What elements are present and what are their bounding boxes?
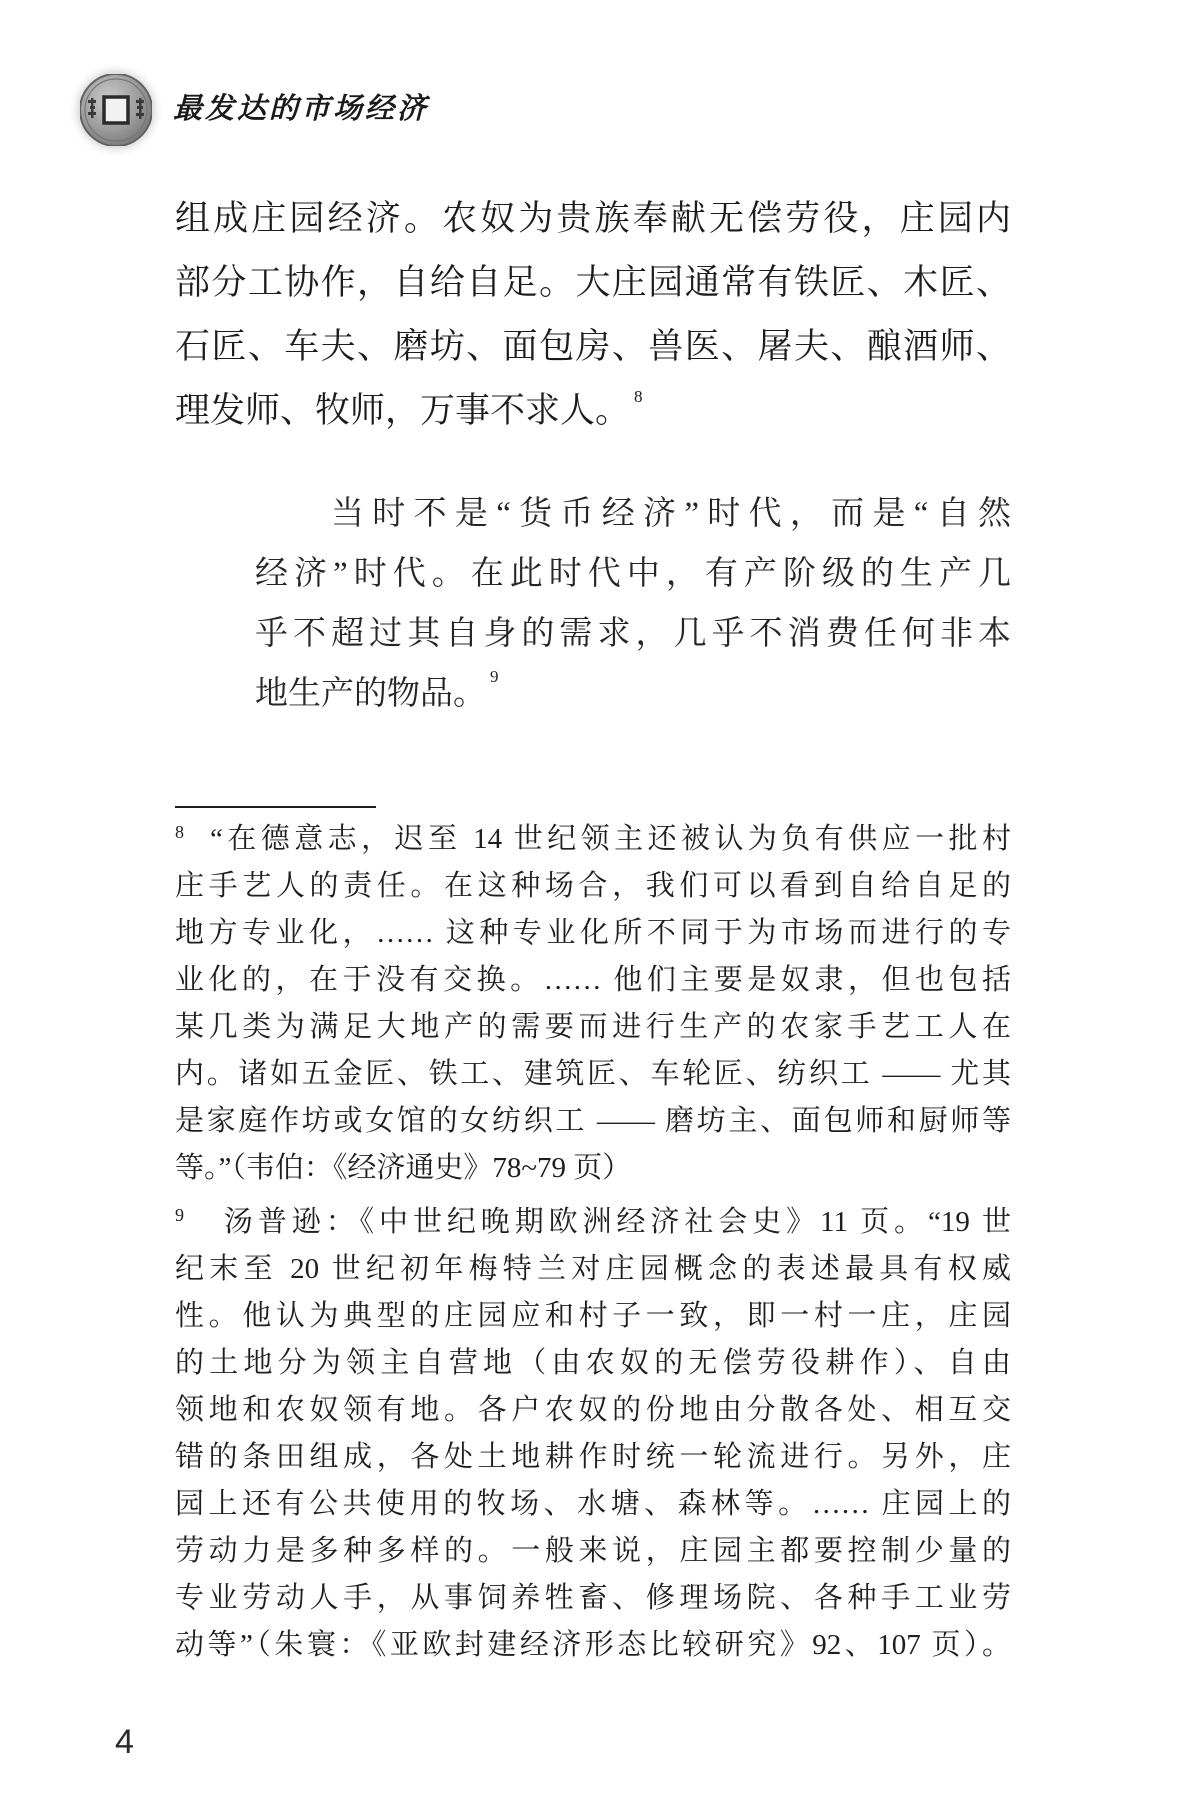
footnote-line: [175, 816, 1011, 863]
footnote-line: 某几类为满足大地产的需要而进行生产的农家手艺工人在: [175, 1011, 1011, 1043]
paragraph-line: 组成庄园经济。农奴为贵族奉献无偿劳役，庄园内: [175, 199, 1011, 238]
footnote-line: 的土地分为领主自营地（由农奴的无偿劳役耕作）、自由: [175, 1347, 1011, 1379]
footnote-line: 专业劳动人手，从事饲养牲畜、修理场院、各种手工业劳: [175, 1582, 1011, 1614]
footnote-line: 业化的，在于没有交换。…… 他们主要是奴隶，但也包括: [175, 964, 1011, 996]
footnote-line-text: 汤普逊：《中世纪晚期欧洲经济社会史》11 页。“19 世: [219, 1206, 1011, 1238]
footnote-line: 园上还有公共使用的牧场、水塘、森林等。…… 庄园上的: [175, 1488, 1011, 1520]
footnote-line-text: “在德意志，迟至 14 世纪领主还被认为负有供应一批村: [210, 823, 1011, 855]
footnote-line: 庄手艺人的责任。在这种场合，我们可以看到自给自足的: [175, 870, 1011, 902]
quote-line-text: 地生产的物品。: [255, 676, 486, 712]
footnote-line: 地方专业化，…… 这种专业化所不同于为市场而进行的专: [175, 917, 1011, 949]
footnote-line: 动等”（朱寰：《亚欧封建经济形态比较研究》92、107 页）。: [175, 1629, 1011, 1661]
page-number: 4: [115, 1723, 134, 1761]
footnote-line: [175, 1199, 1011, 1246]
footnote-line: 领地和农奴领有地。各户农奴的份地由分散各处、相互交: [175, 1394, 1011, 1426]
quote-line: 经济”时代。在此时代中，有产阶级的生产几: [255, 556, 1011, 592]
block-quote: [255, 484, 1011, 724]
coin-square-hole: [104, 97, 128, 123]
footnote-line: 性。他认为典型的庄园应和村子一致，即一村一庄，庄园: [175, 1300, 1011, 1332]
footnote-marker: 9: [175, 1205, 184, 1225]
coin-graphic: [66, 60, 166, 160]
footnote-line: 是家庭作坊或女馆的女纺织工 —— 磨坊主、面包师和厨师等: [175, 1105, 1011, 1137]
paragraph-line: [175, 379, 1011, 443]
footnote-marker: 8: [175, 822, 184, 842]
footnote-line: 等。”（韦伯：《经济通史》78~79 页）: [175, 1152, 632, 1184]
paragraph-line-text: 理发师、牧师，万事不求人。: [175, 391, 631, 430]
running-head-title: 最发达的市场经济: [173, 93, 430, 125]
footnote: [175, 816, 1011, 1192]
quote-line: 乎不超过其自身的需求，几乎不消费任何非本: [255, 616, 1011, 652]
quote-line: [255, 664, 1011, 724]
footnote-reference: 8: [634, 387, 643, 406]
footnote-rule: [175, 806, 376, 808]
quote-line: 当时不是“货币经济”时代，而是“自然: [331, 496, 1011, 532]
footnote-line: 内。诸如五金匠、铁工、建筑匠、车轮匠、纺织工 —— 尤其: [175, 1058, 1011, 1090]
paragraph-line: 部分工协作，自给自足。大庄园通常有铁匠、木匠、: [175, 263, 1011, 302]
paragraph-line: 石匠、车夫、磨坊、面包房、兽医、屠夫、酿酒师、: [175, 327, 1011, 366]
footnote-line: 劳动力是多种多样的。一般来说，庄园主都要控制少量的: [175, 1535, 1011, 1567]
footnote-line: 纪末至 20 世纪初年梅特兰对庄园概念的表述最具有权威: [175, 1253, 1011, 1285]
footnote-reference: 9: [490, 667, 499, 686]
footnote: [175, 1199, 1011, 1669]
coin-icon: [66, 60, 166, 160]
footnote-line: 错的条田组成，各处土地耕作时统一轮流进行。另外，庄: [175, 1441, 1011, 1473]
body-paragraph: [175, 187, 1011, 443]
